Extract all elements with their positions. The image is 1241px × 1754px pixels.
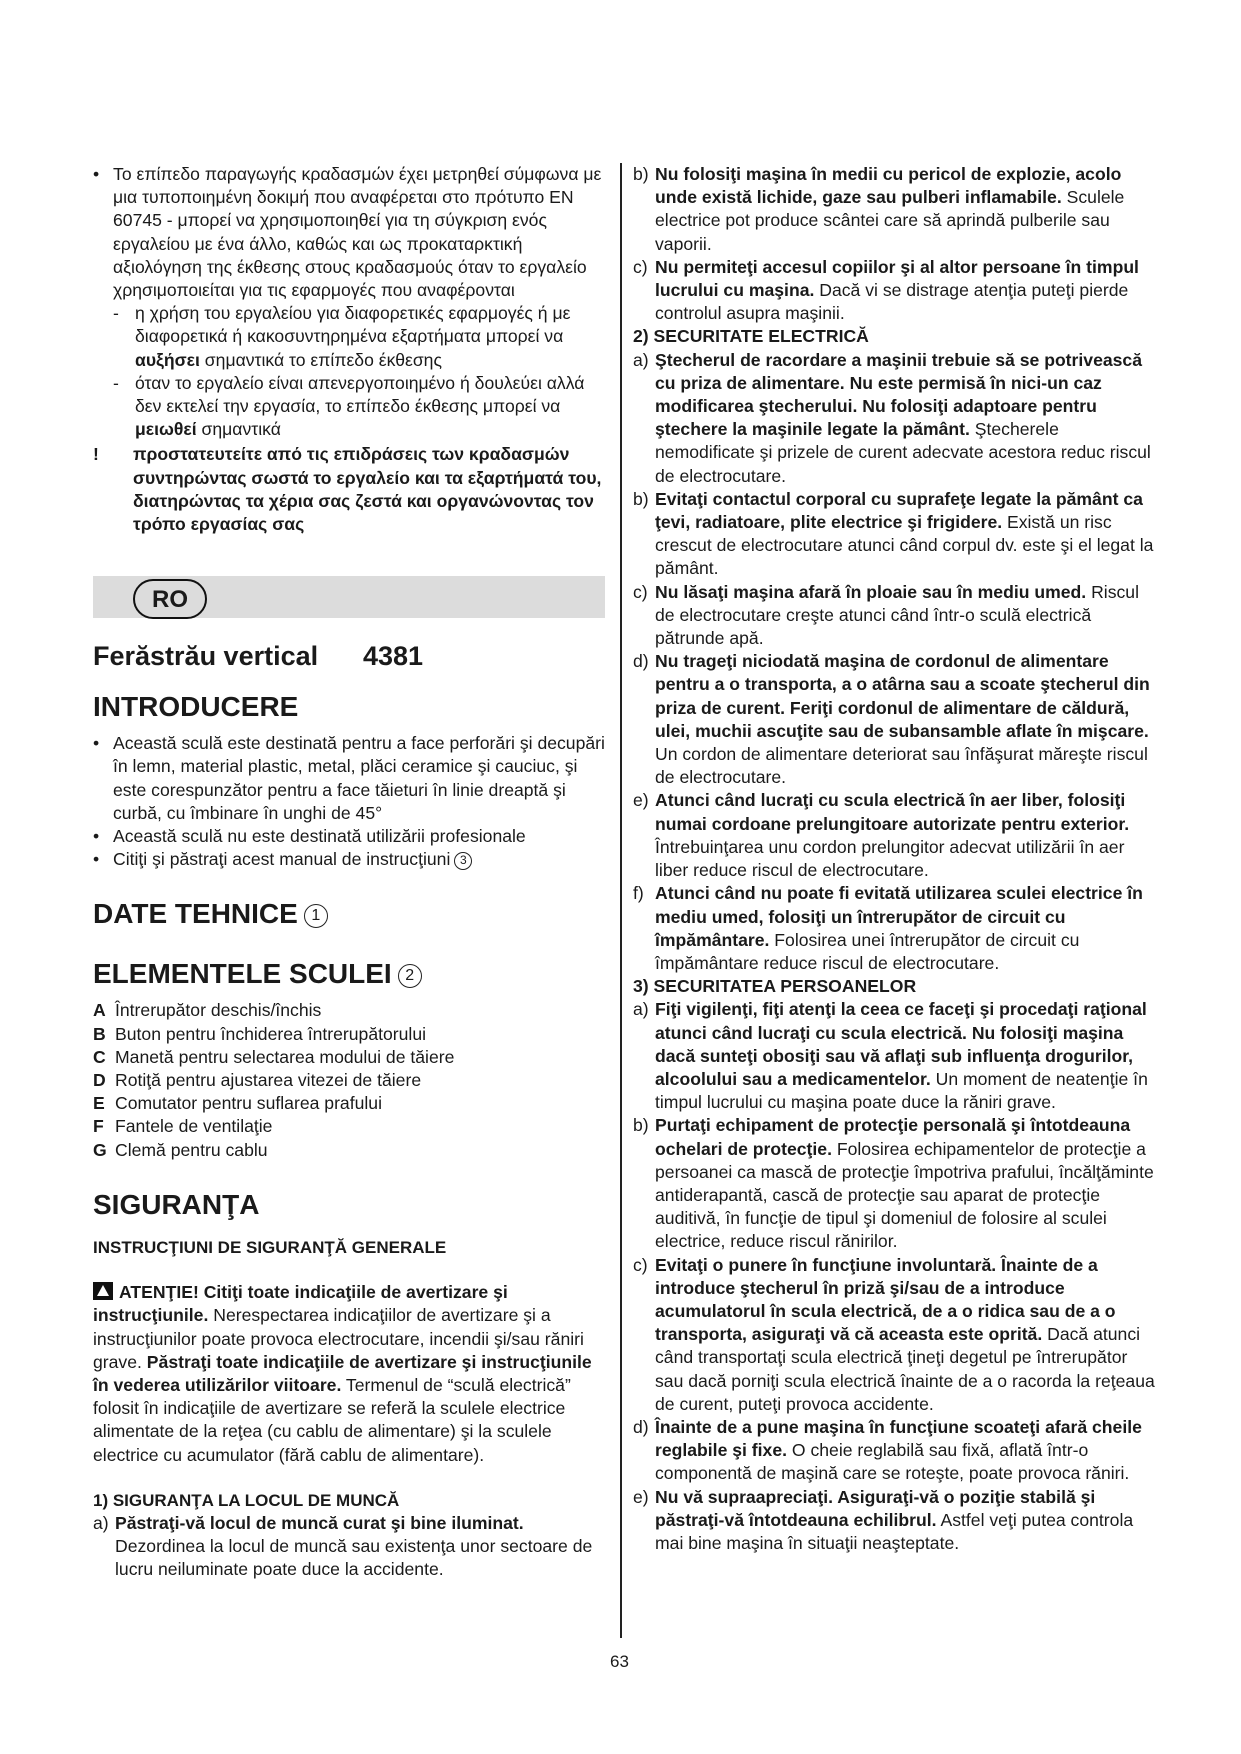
list-item: a) Fiţi vigilenţi, fiţi atenţi la ceea ce faceţi şi procedaţi raţional atunci când lucraţi cu scula electrică. Nu folosiţi maşina dacă sunteţi obosiţi sau vă aflaţi sub influenţa drogurilor, alcoolului sau a medicamentelor. Un moment de neatenţie în timpul lucrului cu maşina poate duce la răniri grave. [633,999,1148,1113]
list-item: A Întrerupător deschis/închis [93,1000,322,1021]
list-item: f) Atunci când nu poate fi evitată utilizarea sculei electrice în mediu umed, folosiţi un întrerupător de circuit cu împământare. Folosirea unei întrerupător de circuit cu împământare reduce riscul de electrocutare. [633,883,1143,973]
personal-safety-heading: 3) SECURITATEA PERSOANELOR [633,976,917,997]
list-item: e) Nu vă supraapreciaţi. Asiguraţi-vă o poziţie stabilă şi păstraţi-vă întotdeauna echilibrul. Astfel veţi putea controla mai bine maşina în situaţii neaşteptate. [633,1486,1134,1553]
list-item: d) Nu trageţi niciodată maşina de cordonul de alimentare pentru a o transporta, a o atârna sau a scoate ştecherul din priza de curent. Feriţi cordonul de alimentare de căldură, ulei, muchii ascuţite sau de subansamble aflate în mişcare. Un cordon de alimentare deteriorat sau înfăşurat măreşte riscul de electrocutare. [633,651,1150,788]
exclamation-icon: ! [93,444,99,465]
intro-bullet: • Citiţi şi păstraţi acest manual de instrucţiuni 3 [93,848,605,871]
intro-bullet: • Această sculă nu este destinată utilizării profesionale [93,826,526,847]
figure-ref-icon: 2 [398,964,422,988]
general-safety-heading: INSTRUCŢIUNI DE SIGURANŢĂ GENERALE [93,1237,447,1257]
list-item: C Manetă pentru selectarea modului de tăiere [93,1046,455,1067]
greek-sub-item: - όταν το εργαλείο είναι απενεργοποιημένο ή δουλεύει αλλά δεν εκτελεί την εργασία, το επίπεδο έκθεσης μπορεί να μειωθεί σημαντικά [113,372,585,440]
list-item: b) Nu folosiţi maşina în medii cu pericol de explozie, acolo unde există lichide, gaze sau pulberi inflamabile. Sculele electrice pot produce scântei care să aprindă pulberile sau vaporii. [633,164,1125,254]
work-area-heading: 1) SIGURANŢA LA LOCUL DE MUNCĂ [93,1490,400,1510]
intro-heading: INTRODUCERE [93,691,299,723]
elements-heading: ELEMENTELE SCULEI 2 [93,957,605,991]
left-column [93,163,605,1582]
list-item: a) Păstraţi-vă locul de muncă curat şi bine iluminat. Dezordinea la locul de muncă sau existenţa unor sectoare de lucru neiluminate poate duce la accidente. [93,1512,593,1580]
right-column [633,163,1155,1555]
intro-bullet: • Această sculă este destinată pentru a face perforări şi decupări în lemn, material plastic, metal, plăci ceramice şi cauciuc, şi este corespunzător pentru a face tăieturi în linie dreaptă şi curbă, cu îmbinare în unghi de 45° [93,733,605,823]
list-item: D Rotiţă pentru ajustarea vitezei de tăiere [93,1070,422,1091]
language-bar [93,576,605,618]
list-item: B Buton pentru închiderea întrerupătorului [93,1023,427,1044]
product-title: Ferăstrău vertical 4381 [93,641,424,672]
figure-ref-icon: 3 [454,852,472,870]
elements-list [93,999,605,1161]
column-divider [620,163,622,1638]
greek-vibration-bullet: • Το επίπεδο παραγωγής κραδασμών έχει μετρηθεί σύμφωνα με μια τυποποιημένη δοκιμή που αναφέρεται στο πρότυπο EN 60745 - μπορεί να χρησιμοποιηθεί για τη σύγκριση ενός εργαλείου με ένα άλλο, καθώς και ως προκαταρκτική αξιολόγηση της έκθεσης στους κραδασμούς όταν το εργαλείο χρησιμοποιείται για τις εφαρμογές που αναφέρονται [93,164,602,301]
general-warning: ATENŢIE! Citiţi toate indicaţiile de avertizare şi instrucţiunile. Nerespectarea indicaţiilor de avertizare şi a instrucţiunilor poate provoca electrocutare, incendii şi/sau răniri grave. Păstraţi toate indicaţiile de avertizare şi instrucţiunile în vederea utilizărilor viitoare. Termenul de “sculă electrică” folosit în indicaţiile de avertizare se referă la sculele electrice alimentate de la reţea (cu cablu de alimentare) şi la sculele electrice cu acumulator (fără cablu de alimentare). [93,1282,592,1465]
list-item: G Clemă pentru cablu [93,1139,268,1160]
list-item: F Fantele de ventilaţie [93,1116,273,1137]
list-item: b) Purtaţi echipament de protecţie personală şi întotdeauna ochelari de protecţie. Folosirea echipamentelor de protecţie a persoanei ca mască de protecţie împotriva prafului, încălţăminte antiderapantă, cască de protecţie sau aparat de protecţie auditivă, în funcţie de tipul şi domeniul de folosire al sculei electrice, reduce riscul rănirilor. [633,1115,1154,1252]
tech-heading: DATE TEHNICE 1 [93,897,605,931]
safety-heading: SIGURANŢA [93,1188,260,1220]
list-item: e) Atunci când lucraţi cu scula electrică în aer liber, folosiţi numai cordoane prelungitoare autorizate pentru exterior. Întrebuinţarea unu cordon prelungitor adecvat utilizării în aer liber reduce riscul de electrocutare. [633,790,1130,881]
list-item: E Comutator pentru suflarea prafului [93,1093,382,1114]
list-item: b) Evitaţi contactul corporal cu suprafeţe legate la pământ ca ţevi, radiatoare, plite electrice şi frigidere. Există un risc crescut de electrocutare atunci când corpul dv. este şi el legat la pământ. [633,488,1154,579]
warning-icon [93,1282,113,1300]
figure-ref-icon: 1 [304,904,328,928]
list-item: c) Nu permiteţi accesul copiilor şi al altor persoane în timpul lucrului cu maşina. Dacă vi se distrage atenţia puteţi pierde controlul asupra maşinii. [633,256,1139,324]
list-item: a) Ştecherul de racordare a maşinii trebuie să se potrivească cu priza de alimentare. Nu este permisă în nici-un caz modificarea ştecherului. Nu folosiţi adaptoare pentru ştechere la maşinile legate la pământ. Ştecherele nemodificate şi prizele de curent adecvate acestora reduc riscul de electrocutare. [633,349,1151,486]
electrical-safety-heading: 2) SECURITATE ELECTRICĂ [633,326,869,347]
greek-sub-item: - η χρήση του εργαλείου για διαφορετικές εφαρμογές ή με διαφορετικά ή κακοσυντηρημένα εξαρτήματα μπορεί να αυξήσει σημαντικά το επίπεδο έκθεσης [113,303,571,370]
language-badge: RO [133,579,207,619]
greek-warning: ! προστατευτείτε από τις επιδράσεις των κραδασμών συντηρώντας σωστά το εργαλείο και τα εξαρτήματά του, διατηρώντας τα χέρια σας ζεστά και οργανώνοντας τον τρόπο εργασίας σας [93,443,605,536]
list-item: d) Înainte de a pune maşina în funcţiune scoateţi afară cheile reglabile şi fixe. O cheie reglabilă sau fixă, aflată într-o componentă de maşină care se roteşte, poate provoca răniri. [633,1416,1142,1484]
list-item: c) Nu lăsaţi maşina afară în ploaie sau în mediu umed. Riscul de electrocutare creşte atunci când într-o sculă electrică pătrunde apă. [633,581,1139,649]
page-number: 63 [610,1652,629,1671]
list-item: c) Evitaţi o punere în funcţiune involuntară. Înainte de a introduce ştecherul în priză şi/sau de a introduce acumulatorul în scula electrică, de a o ridica sau de a o transporta, asiguraţi vă că aceasta este oprită. Dacă atunci când transportaţi scula electrică ţineţi degetul pe întrerupător sau dacă porniţi scula electrică înainte de a o racorda la reţeaua de curent, puteţi provoca accidente. [633,1254,1155,1414]
